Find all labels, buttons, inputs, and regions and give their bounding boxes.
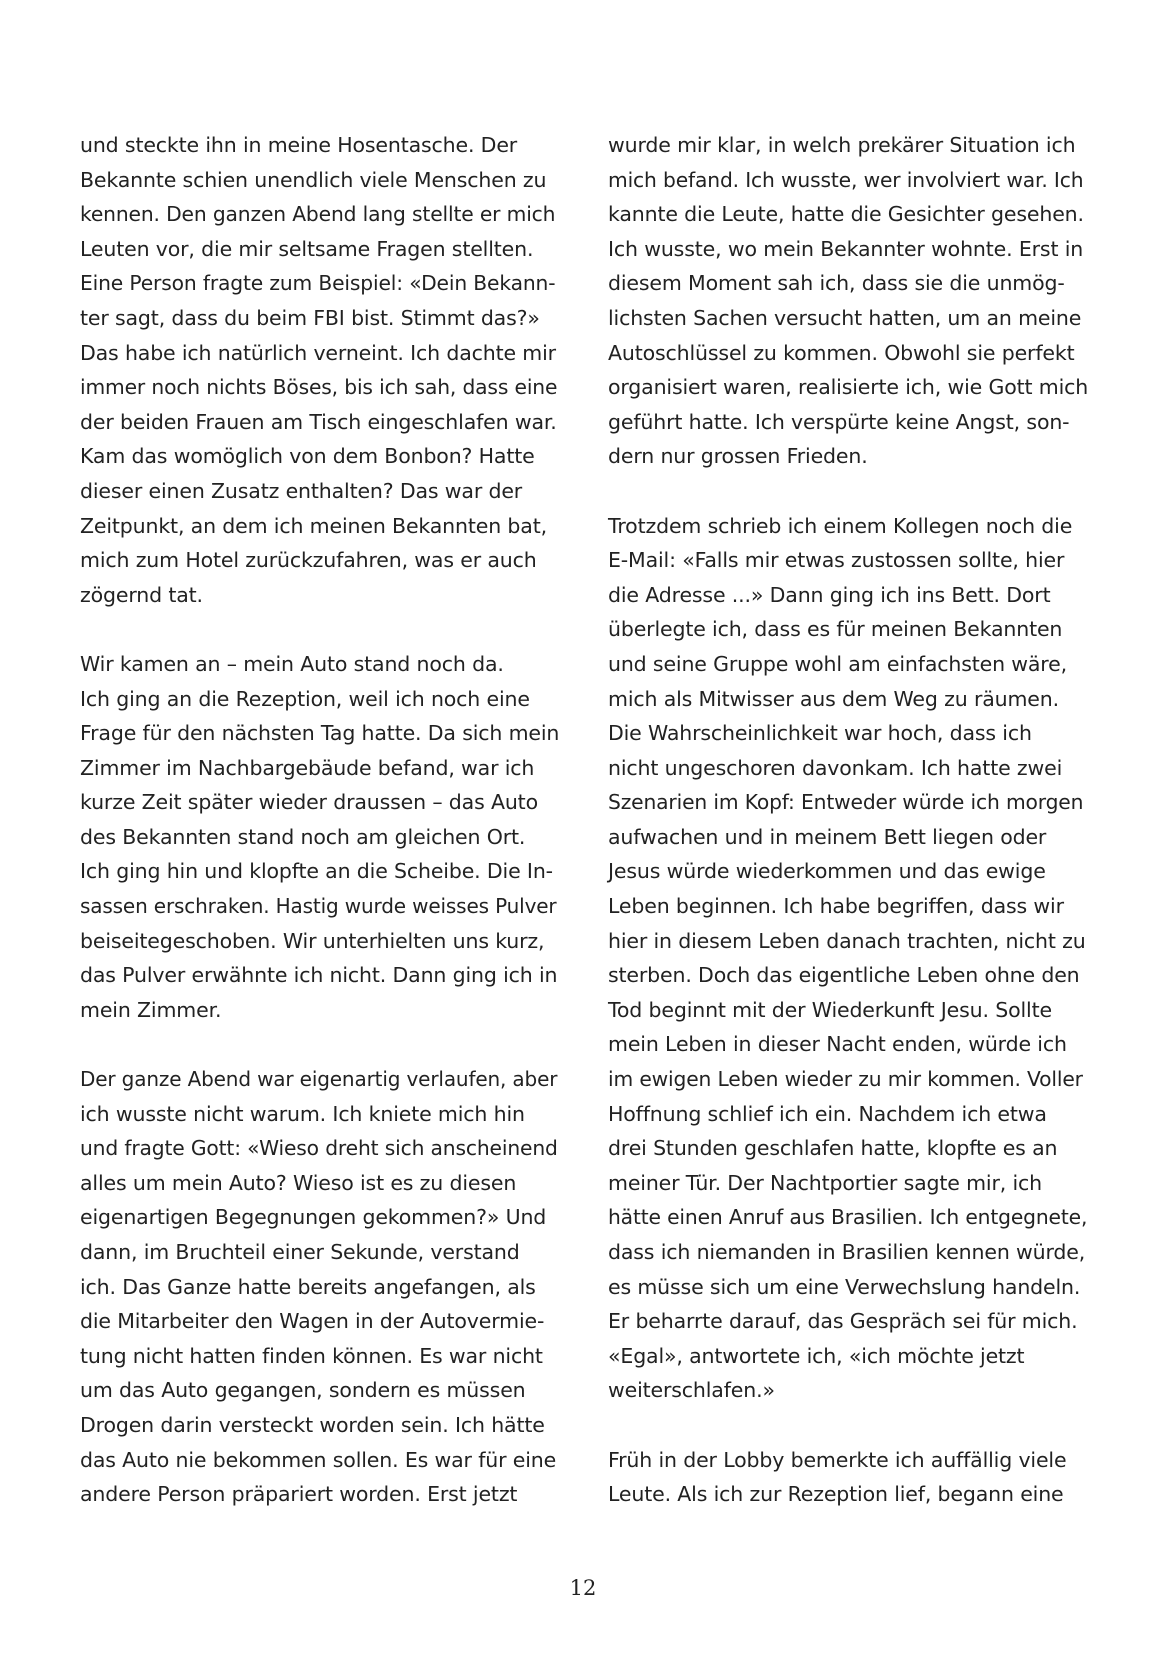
text-line: diesem Moment sah ich, dass sie die unmög- [608,271,1065,296]
text-line: im ewigen Leben wieder zu mir kommen. Voller [608,1067,1083,1092]
text-line: hätte einen Anruf aus Brasilien. Ich entgegnete, [608,1205,1088,1230]
text-line: aufwachen und in meinem Bett liegen oder [608,824,1047,849]
text-line: Die Wahrscheinlichkeit war hoch, dass ich [608,721,1032,746]
paragraph [608,128,1088,474]
text-line: mein Leben in dieser Nacht enden, würde ich [608,1032,1067,1057]
text-line: Er beharrte darauf, das Gespräch sei für mich. [608,1309,1078,1334]
paragraph [608,509,1088,1408]
text-line: meiner Tür. Der Nachtportier sagte mir, ich [608,1170,1042,1195]
text-line: Trotzdem schrieb ich einem Kollegen noch die [608,513,1073,538]
text-line: Jesus würde wiederkommen und das ewige [608,859,1046,884]
text-line: Leuten vor, die mir seltsame Fragen stellten. [80,236,534,261]
text-line: hier in diesem Leben danach trachten, nicht zu [608,928,1086,953]
text-line: immer noch nichts Böses, bis ich sah, dass eine [80,375,558,400]
text-line: Ich ging an die Rezeption, weil ich noch eine [80,686,530,711]
text-line: sterben. Doch das eigentliche Leben ohne den [608,963,1080,988]
text-line: «Egal», antwortete ich, «ich möchte jetzt [608,1343,1025,1368]
text-line: dann, im Bruchteil einer Sekunde, verstand [80,1240,520,1264]
text-line: nicht ungeschoren davonkam. Ich hatte zwei [608,755,1063,780]
text-line: die Adresse ...» Dann ging ich ins Bett. Dort [608,582,1051,607]
text-line: Zimmer im Nachbargebäude befand, war ich [80,755,535,780]
text-line: ich wusste nicht warum. Ich kniete mich hin [80,1101,525,1126]
text-line: dieser einen Zusatz enthalten? Das war der [80,478,523,503]
text-line: es müsse sich um eine Verwechslung handeln. [608,1274,1081,1299]
paragraph [608,1443,1088,1512]
paragraph [80,128,560,612]
text-line: ter sagt, dass du beim FBI bist. Stimmt das?» [80,305,540,330]
right-text-column [608,128,1088,1546]
text-line: drei Stunden geschlafen hatte, klopfte es an [608,1136,1058,1161]
text-line: wurde mir klar, in welch prekärer Situation ich [608,133,1076,157]
text-line: eigenartigen Begegnungen gekommen?» Und [80,1205,547,1230]
paragraph [80,647,560,1028]
text-line: des Bekannten stand noch am gleichen Ort. [80,824,526,849]
text-line: Hoffnung schlief ich ein. Nachdem ich etwa [608,1101,1047,1126]
text-line: Frage für den nächsten Tag hatte. Da sich mein [80,721,560,746]
text-line: Leute. Als ich zur Rezeption lief, begann eine [608,1482,1064,1507]
text-line: dern nur grossen Frieden. [608,444,868,469]
text-line: sassen erschraken. Hastig wurde weisses Pulver [80,894,557,919]
text-line: kannte die Leute, hatte die Gesichter gesehen. [608,202,1084,227]
page-number: 12 [569,1576,597,1600]
text-line: beiseitegeschoben. Wir unterhielten uns kurz, [80,928,545,953]
text-line: und seine Gruppe wohl am einfachsten wäre, [608,651,1067,676]
text-line: Eine Person fragte zum Beispiel: «Dein Bekann- [80,271,556,296]
text-line: das Pulver erwähnte ich nicht. Dann ging ich in [80,963,558,988]
text-line: Kam das womöglich von dem Bonbon? Hatte [80,444,535,469]
text-line: kennen. Den ganzen Abend lang stellte er mich [80,202,556,227]
text-line: Drogen darin versteckt worden sein. Ich hätte [80,1412,545,1437]
text-line: mich zum Hotel zurückzufahren, was er auch [80,548,537,573]
text-line: Ich ging hin und klopfte an die Scheibe. Die In- [80,859,553,884]
text-line: überlegte ich, dass es für meinen Bekannten [608,617,1063,642]
paragraph [80,1062,560,1512]
text-line: mich befand. Ich wusste, wer involviert war. Ich [608,167,1084,192]
text-line: E-Mail: «Falls mir etwas zustossen sollte, hier [608,548,1065,573]
text-line: und fragte Gott: «Wieso dreht sich anscheinend [80,1136,558,1161]
text-line: Früh in der Lobby bemerkte ich auffällig viele [608,1447,1067,1472]
text-line: mich als Mitwisser aus dem Weg zu räumen. [608,686,1059,711]
text-line: weiterschlafen.» [608,1378,775,1403]
text-line: Szenarien im Kopf: Entweder würde ich morgen [608,790,1084,815]
text-line: kurze Zeit später wieder draussen – das Auto [80,790,538,815]
text-line: organisiert waren, realisierte ich, wie Gott mich [608,375,1089,400]
text-line: das Auto nie bekommen sollen. Es war für eine [80,1447,557,1472]
text-line: Bekannte schien unendlich viele Menschen zu [80,167,547,192]
text-line: und steckte ihn in meine Hosentasche. Der [80,133,518,157]
text-line: Das habe ich natürlich verneint. Ich dachte mir [80,340,556,365]
text-line: Zeitpunkt, an dem ich meinen Bekannten bat, [80,513,547,538]
left-text-column [80,128,560,1546]
text-line: andere Person präpariert worden. Erst jetzt [80,1482,518,1507]
text-line: mein Zimmer. [80,997,222,1022]
text-line: der beiden Frauen am Tisch eingeschlafen war. [80,409,557,434]
text-line: Leben beginnen. Ich habe begriffen, dass wir [608,894,1064,919]
text-line: geführt hatte. Ich verspürte keine Angst, son- [608,409,1070,434]
text-line: zögernd tat. [80,582,203,607]
text-line: um das Auto gegangen, sondern es müssen [80,1378,526,1403]
text-line: ich. Das Ganze hatte bereits angefangen, als [80,1274,536,1299]
text-line: lichsten Sachen versucht hatten, um an meine [608,305,1082,330]
text-line: Tod beginnt mit der Wiederkunft Jesu. Sollte [608,997,1052,1022]
text-line: Der ganze Abend war eigenartig verlaufen, aber [80,1067,558,1092]
text-line: die Mitarbeiter den Wagen in der Autovermie- [80,1309,545,1334]
text-line: tung nicht hatten finden können. Es war nicht [80,1343,543,1368]
text-line: Autoschlüssel zu kommen. Obwohl sie perfekt [608,340,1075,365]
text-line: dass ich niemanden in Brasilien kennen würde, [608,1240,1086,1264]
text-line: Ich wusste, wo mein Bekannter wohnte. Erst in [608,236,1084,261]
text-line: Wir kamen an – mein Auto stand noch da. [80,651,504,676]
text-line: alles um mein Auto? Wieso ist es zu diesen [80,1170,517,1195]
